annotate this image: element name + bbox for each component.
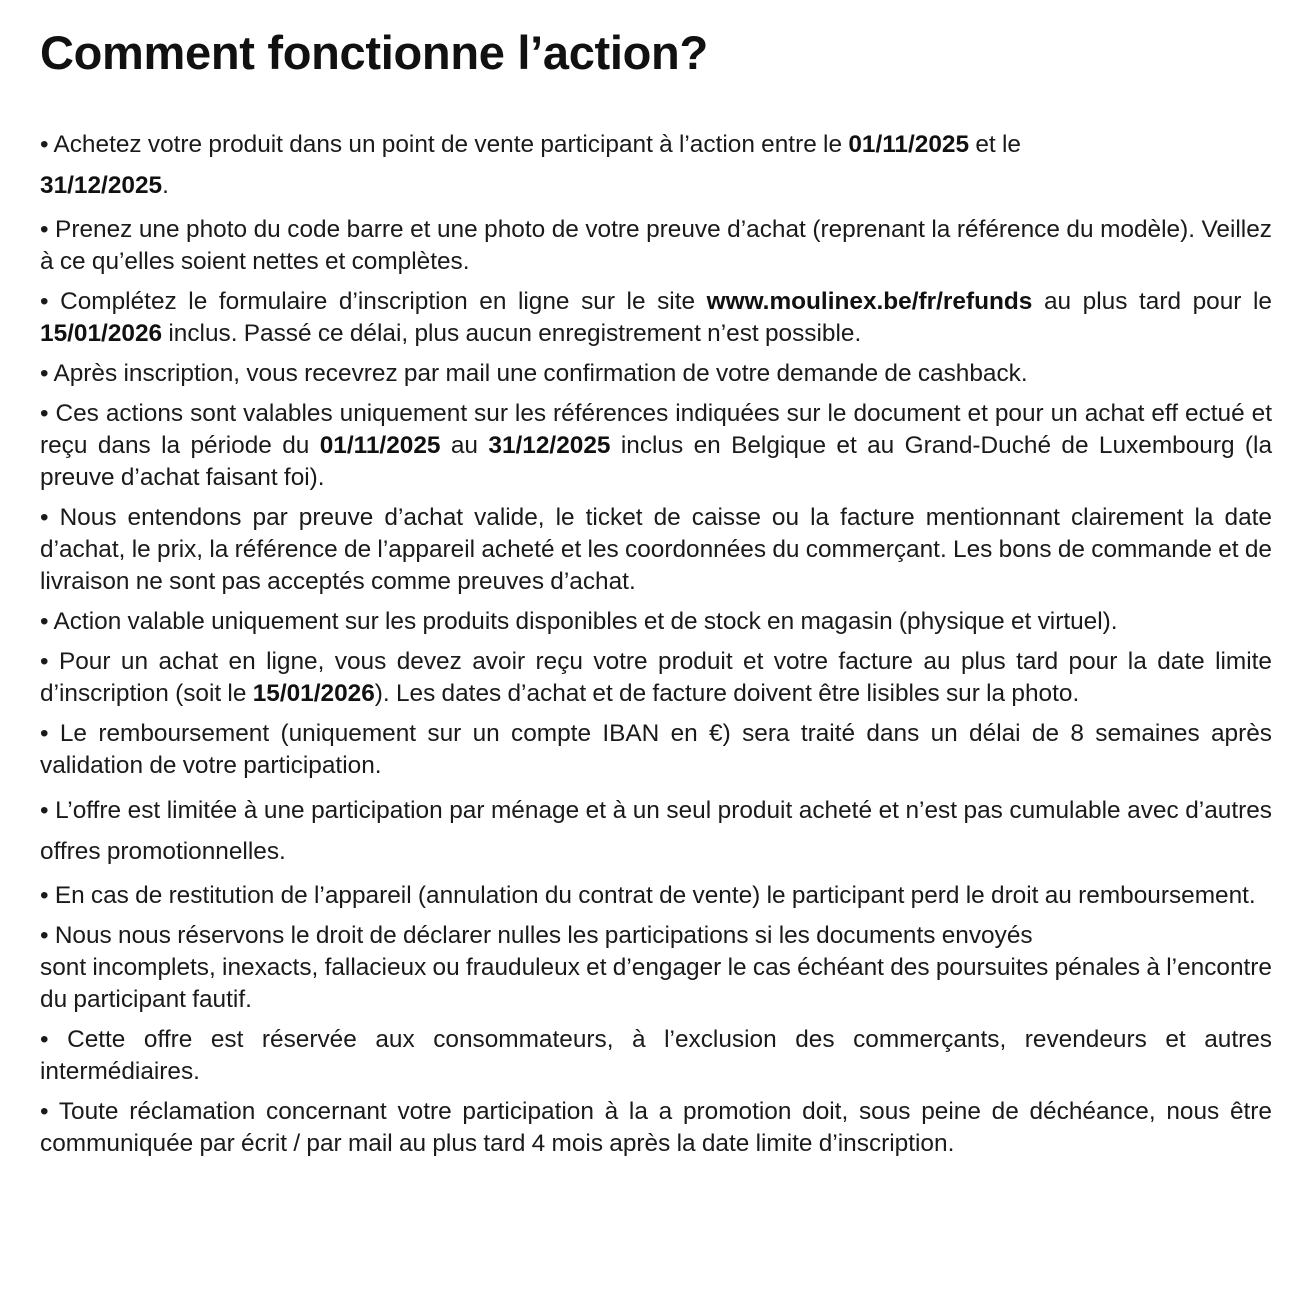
list-item: • Le remboursement (uniquement sur un compte IBAN en €) sera traité dans un délai de 8 semaines après validation de votre participation. [40, 720, 1272, 779]
list-item: • L’offre est limitée à une participation par ménage et à un seul produit acheté et n’est pas cumulable avec d’autres offres promotionnelles. [40, 797, 1272, 865]
list-item: • Pour un achat en ligne, vous devez avoir reçu votre produit et votre facture au plus tard pour la date limite d’inscription (soit le 15/01/2026). Les dates d’achat et de facture doivent être lisibles sur la photo. [40, 648, 1272, 707]
list-item: • Action valable uniquement sur les produits disponibles et de stock en magasin (physique et virtuel). [40, 608, 1118, 635]
list-item: • Ces actions sont valables uniquement sur les références indiquées sur le document et pour un achat eff ectué et reçu dans la période du 01/11/2025 au 31/12/2025 inclus en Belgique et au Grand-Duché de Luxembourg (la preuve d’achat faisant foi). [40, 400, 1273, 491]
list-item: • Après inscription, vous recevrez par mail une confirmation de votre demande de cashback. [40, 360, 1028, 387]
website-link[interactable]: www.moulinex.be/fr/refunds [706, 288, 1033, 315]
list-item: • En cas de restitution de l’appareil (annulation du contrat de vente) le participant perd le droit au remboursement. [40, 882, 1256, 909]
document-page [40, 22, 1272, 1168]
list-item: • Nous entendons par preuve d’achat valide, le ticket de caisse ou la facture mentionnant clairement la date d’achat, le prix, la référence de l’appareil acheté et les coordonnées du commerçant. Les bons de commande et de livraison ne sont pas acceptés comme preuves d’achat. [40, 504, 1272, 595]
list-item: • Nous nous réservons le droit de déclarer nulles les participations si les documents envoyés sont incomplets, inexacts, fallacieux ou frauduleux et d’engager le cas échéant des poursuites pénales à l’encontre du participant fautif. [40, 922, 1272, 1013]
list-item: • Prenez une photo du code barre et une photo de votre preuve d’achat (reprenant la référence du modèle). Veillez à ce qu’elles soient nettes et complètes. [40, 216, 1272, 275]
list-item: • Cette offre est réservée aux consommateurs, à l’exclusion des commerçants, revendeurs et autres intermédiaires. [40, 1026, 1272, 1085]
list-item: • Toute réclamation concernant votre participation à la a promotion doit, sous peine de déchéance, nous être communiquée par écrit / par mail au plus tard 4 mois après la date limite d’inscription. [40, 1098, 1272, 1157]
list-item: • Complétez le formulaire d’inscription en ligne sur le site www.moulinex.be/fr/refunds au plus tard pour le 15/01/2026 inclus. Passé ce délai, plus aucun enregistrement n’est possible. [40, 288, 1272, 347]
list-item: • Achetez votre produit dans un point de vente participant à l’action entre le 01/11/2025 et le 31/12/2025. [40, 131, 1021, 199]
page-title: Comment fonctionne l’action? [40, 26, 708, 79]
